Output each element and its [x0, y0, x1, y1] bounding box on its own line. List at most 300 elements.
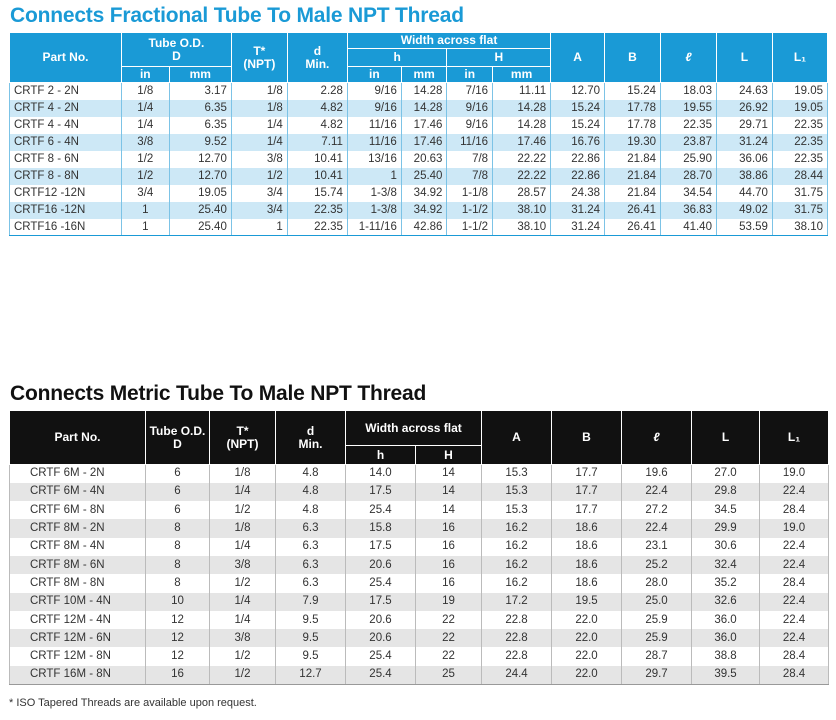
table-cell: 6.35 — [169, 100, 231, 117]
table-cell: 31.24 — [551, 202, 605, 219]
table-cell: 12.70 — [169, 151, 231, 168]
table-cell: 14.28 — [401, 83, 447, 100]
section2-title: Connects Metric Tube To Male NPT Thread — [10, 382, 427, 405]
table-cell: 1/8 — [210, 519, 276, 537]
table-cell: 23.1 — [622, 538, 692, 556]
table-cell: 22 — [416, 647, 482, 665]
table-cell: 7/8 — [447, 168, 493, 185]
table-cell: 1-1/2 — [447, 202, 493, 219]
table-cell: 1/2 — [210, 647, 276, 665]
table-cell: 38.8 — [692, 647, 760, 665]
part-number-cell: CRTF 12M - 4N — [10, 611, 146, 629]
table-cell: 24.4 — [482, 666, 552, 684]
table-cell: 17.7 — [552, 465, 622, 483]
table-cell: 17.46 — [401, 134, 447, 151]
table-cell: 18.03 — [661, 83, 717, 100]
table-cell: 6.35 — [169, 117, 231, 134]
header-b: B — [605, 33, 661, 83]
table-cell: 1/2 — [231, 168, 287, 185]
table-cell: 25.2 — [622, 556, 692, 574]
part-number-cell: CRTF 8 - 6N — [10, 151, 122, 168]
table-cell: 4.82 — [287, 117, 347, 134]
header-tube-od: Tube O.D. D — [146, 411, 210, 465]
table-cell: 25.40 — [401, 168, 447, 185]
part-number-cell: CRTF 6M - 8N — [10, 501, 146, 519]
table-cell: 25.0 — [622, 593, 692, 611]
table-cell: 17.78 — [605, 117, 661, 134]
table-cell: 28.4 — [760, 574, 829, 592]
table-cell: 24.63 — [716, 83, 772, 100]
header-l: L — [692, 411, 760, 465]
table-cell: 25.40 — [169, 202, 231, 219]
table-row — [10, 100, 828, 117]
table-cell: 22.0 — [552, 629, 622, 647]
table-cell: 19.0 — [760, 519, 829, 537]
table-cell: 6.3 — [276, 574, 346, 592]
table-cell: 28.44 — [772, 168, 827, 185]
table-cell: 8 — [146, 519, 210, 537]
table-cell: 10.41 — [287, 168, 347, 185]
table-cell: 16.76 — [551, 134, 605, 151]
table-cell: 18.6 — [552, 519, 622, 537]
table-cell: 16 — [416, 574, 482, 592]
table-cell: 1/2 — [121, 168, 169, 185]
part-number-cell: CRTF 8 - 8N — [10, 168, 122, 185]
table-cell: 1/4 — [121, 100, 169, 117]
part-number-cell: CRTF 8M - 6N — [10, 556, 146, 574]
table-cell: 18.6 — [552, 556, 622, 574]
table-cell: 16 — [416, 556, 482, 574]
table-cell: 1/4 — [231, 134, 287, 151]
table-cell: 1-3/8 — [347, 202, 401, 219]
table-cell: 3/8 — [210, 629, 276, 647]
table-cell: 27.0 — [692, 465, 760, 483]
header-a: A — [482, 411, 552, 465]
table-cell: 4.82 — [287, 100, 347, 117]
table-cell: 19.55 — [661, 100, 717, 117]
table-cell: 22 — [416, 611, 482, 629]
table-cell: 31.75 — [772, 185, 827, 202]
part-number-cell: CRTF 6M - 4N — [10, 483, 146, 501]
table-cell: 13/16 — [347, 151, 401, 168]
header-part-no: Part No. — [10, 411, 146, 465]
part-number-cell: CRTF 8M - 2N — [10, 519, 146, 537]
table-cell: 38.10 — [772, 219, 827, 236]
table-cell: 1/2 — [210, 501, 276, 519]
table-cell: 36.0 — [692, 611, 760, 629]
table-row — [10, 465, 829, 483]
table-cell: 20.6 — [346, 611, 416, 629]
table-cell: 6.3 — [276, 519, 346, 537]
table-cell: 20.6 — [346, 629, 416, 647]
table-cell: 3/8 — [231, 151, 287, 168]
table-row — [10, 501, 829, 519]
table-cell: 17.46 — [401, 117, 447, 134]
header-hbig-in: in — [447, 67, 493, 83]
table-cell: 9/16 — [347, 83, 401, 100]
table-cell: 4.8 — [276, 465, 346, 483]
table-cell: 22.86 — [551, 168, 605, 185]
table-row — [10, 83, 828, 100]
header-h-mm: mm — [401, 67, 447, 83]
table-cell: 16.2 — [482, 556, 552, 574]
header-l-script: ℓ — [622, 411, 692, 465]
header-width-across-flat: Width across flat — [347, 33, 550, 49]
table-cell: 1-1/2 — [447, 219, 493, 236]
table-cell: 22.35 — [772, 134, 827, 151]
table-cell: 28.70 — [661, 168, 717, 185]
table-cell: 18.6 — [552, 574, 622, 592]
table-cell: 11/16 — [347, 117, 401, 134]
table-cell: 12 — [146, 647, 210, 665]
header-tube-in: in — [121, 67, 169, 83]
table-cell: 31.24 — [551, 219, 605, 236]
table-cell: 25.9 — [622, 611, 692, 629]
table-cell: 53.59 — [716, 219, 772, 236]
table-cell: 3.17 — [169, 83, 231, 100]
table-cell: 38.10 — [493, 219, 551, 236]
table-cell: 39.5 — [692, 666, 760, 684]
table-cell: 28.4 — [760, 501, 829, 519]
table-cell: 14.28 — [493, 117, 551, 134]
table-cell: 1/8 — [231, 100, 287, 117]
footnote: * ISO Tapered Threads are available upon request. — [9, 697, 257, 709]
part-number-cell: CRTF 6M - 2N — [10, 465, 146, 483]
header-d-min: d Min. — [287, 33, 347, 83]
header-l-script: ℓ — [661, 33, 717, 83]
table-cell: 25.90 — [661, 151, 717, 168]
header-tube-od: Tube O.D. D — [121, 33, 231, 67]
table-cell: 11/16 — [447, 134, 493, 151]
header-l1: L₁ — [772, 33, 827, 83]
section1-title: Connects Fractional Tube To Male NPT Thread — [10, 4, 464, 27]
table-cell: 1/8 — [231, 83, 287, 100]
table-cell: 29.9 — [692, 519, 760, 537]
table-cell: 22.4 — [760, 629, 829, 647]
table-cell: 34.92 — [401, 202, 447, 219]
table-cell: 16 — [146, 666, 210, 684]
part-number-cell: CRTF16 -16N — [10, 219, 122, 236]
table-cell: 18.6 — [552, 538, 622, 556]
table-cell: 17.46 — [493, 134, 551, 151]
table-cell: 30.6 — [692, 538, 760, 556]
table-cell: 19.0 — [760, 465, 829, 483]
table-cell: 4.8 — [276, 483, 346, 501]
table-row — [10, 117, 828, 134]
part-number-cell: CRTF 16M - 8N — [10, 666, 146, 684]
table-cell: 22.4 — [622, 483, 692, 501]
header-hbig-mm: mm — [493, 67, 551, 83]
table-cell: 9.5 — [276, 611, 346, 629]
table-cell: 9.52 — [169, 134, 231, 151]
table-cell: 22.8 — [482, 647, 552, 665]
header-tube-mm: mm — [169, 67, 231, 83]
table-cell: 1/4 — [231, 117, 287, 134]
part-number-cell: CRTF 12M - 6N — [10, 629, 146, 647]
table-cell: 17.7 — [552, 501, 622, 519]
table-cell: 34.5 — [692, 501, 760, 519]
table-cell: 9/16 — [347, 100, 401, 117]
table-cell: 14.28 — [401, 100, 447, 117]
table-cell: 22.35 — [772, 151, 827, 168]
table-row — [10, 666, 829, 684]
table-cell: 1-3/8 — [347, 185, 401, 202]
table-cell: 15.74 — [287, 185, 347, 202]
table-cell: 15.3 — [482, 465, 552, 483]
table-cell: 44.70 — [716, 185, 772, 202]
table-row — [10, 611, 829, 629]
table-cell: 22.22 — [493, 151, 551, 168]
table-cell: 28.4 — [760, 666, 829, 684]
table-cell: 1/4 — [210, 538, 276, 556]
table-cell: 7/16 — [447, 83, 493, 100]
header-part-no: Part No. — [10, 33, 122, 83]
part-number-cell: CRTF 6 - 4N — [10, 134, 122, 151]
table-cell: 12 — [146, 611, 210, 629]
table-cell: 22.0 — [552, 666, 622, 684]
table-cell: 1/4 — [210, 593, 276, 611]
table-cell: 29.71 — [716, 117, 772, 134]
table-cell: 22.4 — [760, 538, 829, 556]
table-row — [10, 647, 829, 665]
table-cell: 21.84 — [605, 168, 661, 185]
header-h-small: h — [346, 446, 416, 465]
table-cell: 28.57 — [493, 185, 551, 202]
part-number-cell: CRTF 2 - 2N — [10, 83, 122, 100]
table-cell: 9/16 — [447, 117, 493, 134]
table-cell: 29.8 — [692, 483, 760, 501]
table-cell: 3/4 — [231, 202, 287, 219]
table-cell: 12.7 — [276, 666, 346, 684]
table-cell: 1/8 — [121, 83, 169, 100]
part-number-cell: CRTF 8M - 4N — [10, 538, 146, 556]
table-cell: 22.4 — [760, 611, 829, 629]
table-cell: 28.7 — [622, 647, 692, 665]
table-cell: 15.3 — [482, 501, 552, 519]
table-row — [10, 185, 828, 202]
table-cell: 7.9 — [276, 593, 346, 611]
fractional-table-body — [10, 83, 828, 236]
table-cell: 26.92 — [716, 100, 772, 117]
table-cell: 15.24 — [605, 83, 661, 100]
table-cell: 8 — [146, 556, 210, 574]
table-row — [10, 134, 828, 151]
part-number-cell: CRTF 4 - 4N — [10, 117, 122, 134]
table-cell: 29.7 — [622, 666, 692, 684]
table-cell: 36.83 — [661, 202, 717, 219]
table-cell: 23.87 — [661, 134, 717, 151]
table-cell: 38.86 — [716, 168, 772, 185]
header-t-npt: T* (NPT) — [210, 411, 276, 465]
table-cell: 14.28 — [493, 100, 551, 117]
header-d-min: d Min. — [276, 411, 346, 465]
table-cell: 3/4 — [231, 185, 287, 202]
table-cell: 3/4 — [121, 185, 169, 202]
table-cell: 22.4 — [760, 593, 829, 611]
table-cell: 11.11 — [493, 83, 551, 100]
table-cell: 1/4 — [210, 611, 276, 629]
header-h-big: H — [447, 49, 551, 67]
part-number-cell: CRTF 12M - 8N — [10, 647, 146, 665]
table-cell: 22.4 — [760, 483, 829, 501]
part-number-cell: CRTF 8M - 8N — [10, 574, 146, 592]
table-cell: 1-11/16 — [347, 219, 401, 236]
table-cell: 19.30 — [605, 134, 661, 151]
table-cell: 24.38 — [551, 185, 605, 202]
table-cell: 41.40 — [661, 219, 717, 236]
header-l1: L₁ — [760, 411, 829, 465]
table-cell: 10.41 — [287, 151, 347, 168]
table-cell: 27.2 — [622, 501, 692, 519]
header-h-in: in — [347, 67, 401, 83]
table-cell: 9/16 — [447, 100, 493, 117]
header-h-small: h — [347, 49, 447, 67]
table-cell: 16 — [416, 519, 482, 537]
table-cell: 21.84 — [605, 185, 661, 202]
table-cell: 9.5 — [276, 647, 346, 665]
table-cell: 19.05 — [772, 100, 827, 117]
table-cell: 14 — [416, 483, 482, 501]
table-cell: 25.4 — [346, 647, 416, 665]
table-cell: 25.4 — [346, 666, 416, 684]
table-cell: 6 — [146, 501, 210, 519]
table-cell: 4.8 — [276, 501, 346, 519]
part-number-cell: CRTF12 -12N — [10, 185, 122, 202]
table-cell: 3/8 — [210, 556, 276, 574]
part-number-cell: CRTF 4 - 2N — [10, 100, 122, 117]
table-cell: 1/2 — [210, 666, 276, 684]
table-cell: 9.5 — [276, 629, 346, 647]
table-row — [10, 219, 828, 236]
table-cell: 1/2 — [121, 151, 169, 168]
table-cell: 22.22 — [493, 168, 551, 185]
table-cell: 6.3 — [276, 556, 346, 574]
table-cell: 22.8 — [482, 611, 552, 629]
table-row — [10, 538, 829, 556]
table-cell: 38.10 — [493, 202, 551, 219]
table-cell: 17.78 — [605, 100, 661, 117]
table-cell: 17.5 — [346, 593, 416, 611]
table-cell: 16.2 — [482, 519, 552, 537]
table-cell: 6 — [146, 483, 210, 501]
table-row — [10, 629, 829, 647]
table-row — [10, 519, 829, 537]
table-cell: 8 — [146, 538, 210, 556]
table-cell: 1-1/8 — [447, 185, 493, 202]
table-cell: 20.6 — [346, 556, 416, 574]
table-cell: 36.0 — [692, 629, 760, 647]
table-cell: 42.86 — [401, 219, 447, 236]
table-cell: 19.6 — [622, 465, 692, 483]
table-cell: 6.3 — [276, 538, 346, 556]
table-cell: 25 — [416, 666, 482, 684]
table-cell: 22.35 — [287, 219, 347, 236]
table-cell: 21.84 — [605, 151, 661, 168]
table-cell: 49.02 — [716, 202, 772, 219]
table-cell: 28.0 — [622, 574, 692, 592]
table-cell: 22.0 — [552, 647, 622, 665]
table-cell: 14 — [416, 501, 482, 519]
header-l: L — [716, 33, 772, 83]
table-cell: 22.35 — [661, 117, 717, 134]
table-cell: 25.4 — [346, 574, 416, 592]
table-cell: 16.2 — [482, 574, 552, 592]
table-cell: 10 — [146, 593, 210, 611]
table-row — [10, 593, 829, 611]
table-cell: 19.05 — [169, 185, 231, 202]
header-t-npt: T* (NPT) — [231, 33, 287, 83]
table-row — [10, 168, 828, 185]
table-cell: 20.63 — [401, 151, 447, 168]
table-cell: 22.4 — [622, 519, 692, 537]
table-cell: 12.70 — [169, 168, 231, 185]
table-cell: 31.75 — [772, 202, 827, 219]
table-cell: 22.4 — [760, 556, 829, 574]
part-number-cell: CRTF 10M - 4N — [10, 593, 146, 611]
part-number-cell: CRTF16 -12N — [10, 202, 122, 219]
table-cell: 17.5 — [346, 538, 416, 556]
header-h-big: H — [416, 446, 482, 465]
table-cell: 15.24 — [551, 117, 605, 134]
table-cell: 1 — [231, 219, 287, 236]
table-cell: 22.0 — [552, 611, 622, 629]
table-cell: 12.70 — [551, 83, 605, 100]
table-cell: 22.8 — [482, 629, 552, 647]
table-cell: 17.7 — [552, 483, 622, 501]
table-cell: 8 — [146, 574, 210, 592]
table-cell: 19.5 — [552, 593, 622, 611]
table-cell: 22.35 — [772, 117, 827, 134]
table-cell: 32.6 — [692, 593, 760, 611]
table-cell: 19 — [416, 593, 482, 611]
table-cell: 3/8 — [121, 134, 169, 151]
table-cell: 7.11 — [287, 134, 347, 151]
table-cell: 15.24 — [551, 100, 605, 117]
table-cell: 26.41 — [605, 202, 661, 219]
table-cell: 17.5 — [346, 483, 416, 501]
table-cell: 14 — [416, 465, 482, 483]
table-cell: 1 — [121, 219, 169, 236]
table-cell: 1/8 — [210, 465, 276, 483]
table-cell: 1/2 — [210, 574, 276, 592]
table-cell: 1/4 — [210, 483, 276, 501]
table-cell: 35.2 — [692, 574, 760, 592]
table-cell: 31.24 — [716, 134, 772, 151]
table-cell: 22.35 — [287, 202, 347, 219]
table-row — [10, 483, 829, 501]
table-cell: 22 — [416, 629, 482, 647]
table-cell: 1/4 — [121, 117, 169, 134]
table-cell: 34.54 — [661, 185, 717, 202]
fractional-tube-table — [9, 32, 828, 236]
table-row — [10, 202, 828, 219]
table-row — [10, 151, 828, 168]
table-cell: 25.40 — [169, 219, 231, 236]
table-cell: 26.41 — [605, 219, 661, 236]
header-width-across-flat: Width across flat — [346, 411, 482, 446]
table-cell: 11/16 — [347, 134, 401, 151]
table-cell: 12 — [146, 629, 210, 647]
table-cell: 17.2 — [482, 593, 552, 611]
table-cell: 25.4 — [346, 501, 416, 519]
table-cell: 15.8 — [346, 519, 416, 537]
table-cell: 7/8 — [447, 151, 493, 168]
header-a: A — [551, 33, 605, 83]
table-cell: 36.06 — [716, 151, 772, 168]
table-cell: 28.4 — [760, 647, 829, 665]
table-row — [10, 556, 829, 574]
metric-table-body — [10, 465, 829, 685]
